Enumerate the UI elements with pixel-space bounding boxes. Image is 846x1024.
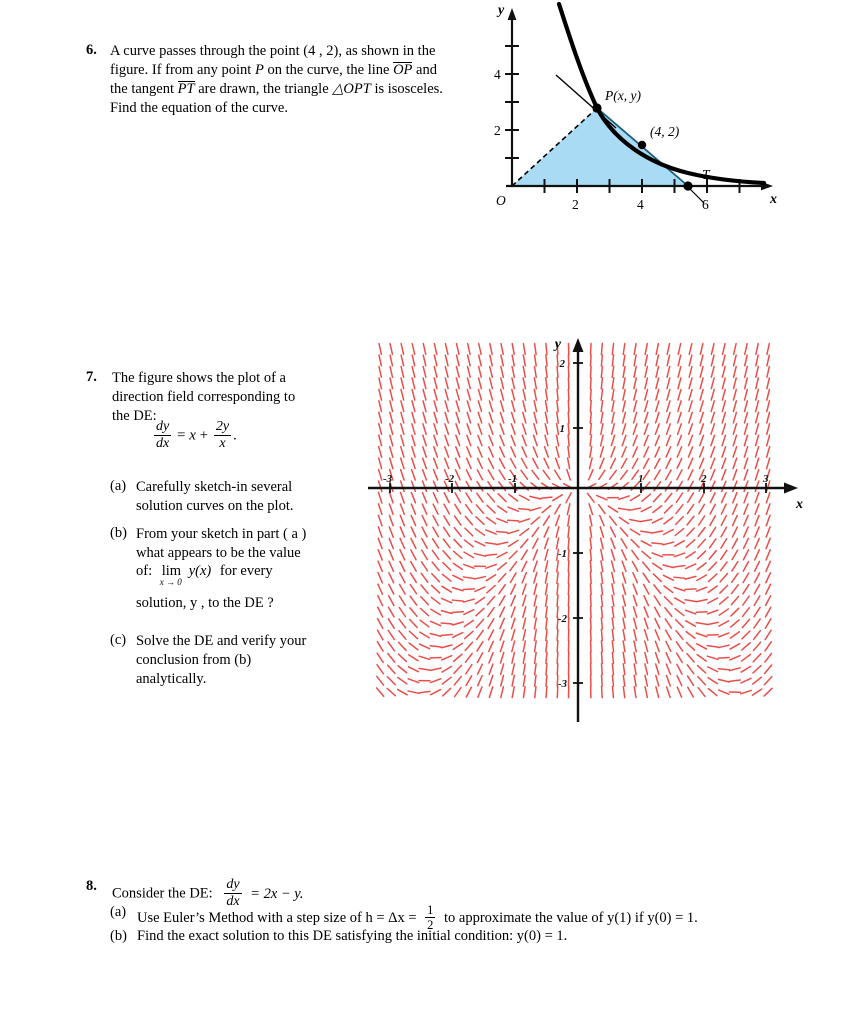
p6-segment-OP: OP [393, 62, 413, 78]
figure-6-point-P-label: P(x, y) [605, 88, 641, 103]
p7-line1: The figure shows the plot of a [112, 370, 286, 386]
p7-dx: dx [156, 435, 170, 451]
p7b-limit-operator [159, 563, 182, 587]
point-T-marker [683, 181, 692, 190]
p7-dy-dx-fraction [154, 419, 171, 451]
p7-line2: direction field corresponding to [112, 389, 296, 405]
p6-line1: A curve passes through the point (4 , 2), as shown in the [110, 43, 436, 59]
point-4-2-marker [638, 141, 646, 149]
p8-dx: dx [226, 893, 240, 909]
figure-7-x-axis-arrowhead [784, 483, 798, 494]
figure-6-y-tick-label-4: 4 [494, 67, 501, 82]
problem-8-part-a-label: (a) [110, 904, 127, 920]
figure-7-x-tick-label-neg1: -1 [508, 473, 518, 485]
figure-6-x-tick-label-6: 6 [702, 197, 709, 212]
p6-line2-c: and [412, 62, 437, 78]
p7-2y-over-x-fraction [214, 419, 231, 451]
p7-2y: 2y [215, 419, 230, 434]
p8-rhs: = 2x − y. [250, 885, 304, 902]
p7-equals: = [176, 427, 186, 444]
problem-6-number: 6. [86, 42, 97, 58]
figure-7-y-tick-label-neg3: -3 [557, 678, 567, 690]
figure-problem-7-direction-field [368, 332, 818, 732]
p6-line2-a: figure. If from any point [110, 62, 255, 78]
figure-6-x-axis-label: x [770, 192, 777, 207]
problem-7-equation [152, 420, 237, 452]
problem-7-part-c-text [136, 632, 346, 689]
p7-term-x: x [189, 427, 196, 444]
figure-problem-6 [492, 0, 802, 215]
figure-6-svg [492, 0, 802, 215]
y-axis-arrowhead [508, 8, 517, 20]
p7-line3: the DE: [112, 408, 157, 424]
problem-7-text [112, 369, 327, 426]
problem-8-part-b-label: (b) [110, 928, 127, 944]
p7a-line2: solution curves on the plot. [136, 498, 294, 514]
p8a-frac-num: 1 [427, 903, 434, 917]
p6-line3-c: is isosceles. [370, 81, 443, 97]
p7b-lim-subscript: x → 0 [159, 577, 182, 587]
figure-7-x-tick-label-neg3: -3 [383, 473, 393, 485]
p8-dy: dy [226, 877, 240, 892]
p7c-line3: analytically. [136, 671, 207, 687]
figure-7-y-tick-label-1: 1 [559, 423, 565, 435]
p7b-limit-tail: for every [219, 563, 273, 579]
p8a-frac-den: 2 [427, 918, 434, 932]
figure-7-y-axis-arrowhead [573, 338, 584, 352]
p7b-limit-prefix: of: [136, 563, 153, 579]
slope-marks-group [377, 344, 772, 698]
problem-7-part-b-label: (b) [110, 525, 127, 541]
p6-triangle-OPT: △OPT [332, 81, 371, 97]
p8-intro-text: Consider the DE: [112, 885, 213, 902]
p7b-lim-word: lim [161, 563, 182, 579]
direction-field-svg [368, 332, 818, 732]
p7c-line2: conclusion from (b) [136, 652, 252, 668]
p6-line2-b: on the curve, the line [263, 62, 394, 78]
figure-6-x-tick-label-4: 4 [637, 197, 644, 212]
p6-line3-a: the tangent [110, 81, 178, 97]
figure-7-x-tick-label-1: 1 [638, 473, 644, 485]
p7b-limit-body: y(x) [188, 563, 212, 579]
figure-6-y-tick-label-2: 2 [494, 123, 501, 138]
p7-plus: + [199, 427, 209, 444]
problem-8-part-b-text: Find the exact solution to this DE satisfying the initial condition: y(0) = 1. [137, 928, 568, 944]
p8a-text2: to approximate the value of y(1) if y(0) = 1. [444, 909, 698, 926]
figure-7-y-axis-label: y [554, 337, 561, 352]
problem-7-part-a-text [136, 478, 336, 516]
p8a-text1: Use Euler’s Method with a step size of h = Δx = [137, 909, 417, 926]
problem-7-limit-expression [136, 563, 273, 587]
figure-6-point-T-label: T [702, 167, 710, 182]
problem-7-part-a-label: (a) [110, 478, 127, 494]
p6-point-P: P [254, 62, 264, 78]
problem-7-part-b-text [136, 525, 351, 563]
figure-7-x-tick-label-neg2: -2 [445, 473, 455, 485]
p7b-line1: From your sketch in part ( a ) [136, 526, 307, 542]
p7a-line1: Carefully sketch-in several [136, 479, 293, 495]
p7b-line2: what appears to be the value [136, 545, 301, 561]
problem-7-number: 7. [86, 369, 97, 385]
p6-line3-b: are drawn, the triangle [194, 81, 333, 97]
triangle-OPT-fill [512, 108, 688, 186]
figure-6-point-42-label: (4, 2) [650, 124, 680, 139]
p6-line4: Find the equation of the curve. [110, 100, 288, 116]
figure-7-x-tick-label-3: 3 [763, 473, 769, 485]
point-P-marker [592, 103, 601, 112]
problem-6-text [110, 42, 470, 118]
p7-dy: dy [156, 419, 170, 434]
figure-7-y-tick-label-2: 2 [559, 358, 565, 370]
problem-8-number: 8. [86, 878, 97, 894]
figure-7-y-tick-label-neg2: -2 [557, 613, 567, 625]
problem-7-part-c-label: (c) [110, 632, 127, 648]
problem-7-part-b-final-line: solution, y , to the DE ? [136, 595, 274, 611]
figure-6-x-tick-label-2: 2 [572, 197, 579, 212]
figure-7-x-tick-label-2: 2 [701, 473, 707, 485]
p7c-line1: Solve the DE and verify your [136, 633, 307, 649]
figure-6-origin-label: O [496, 193, 506, 208]
p7-x-den: x [214, 435, 231, 452]
figure-6-y-axis-label: y [498, 3, 505, 18]
figure-7-y-tick-label-neg1: -1 [557, 548, 567, 560]
figure-7-x-axis-label: x [796, 497, 803, 512]
p7-period: . [233, 427, 237, 444]
p6-segment-PT: PT [177, 81, 195, 97]
